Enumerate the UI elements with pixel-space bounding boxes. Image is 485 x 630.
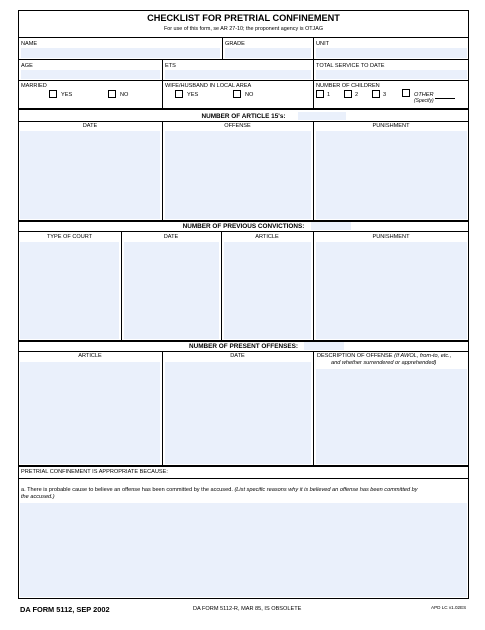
- divider: [162, 121, 163, 220]
- unit-field[interactable]: [316, 48, 467, 58]
- divider: [313, 351, 314, 465]
- divider: [221, 231, 222, 340]
- children-2-label: 2: [355, 92, 359, 98]
- divider: [313, 37, 314, 59]
- divider: [18, 351, 469, 352]
- obsolete-note: DA FORM 5112-R, MAR 85, IS OBSOLETE: [193, 606, 302, 612]
- divider: [18, 37, 469, 38]
- age-field[interactable]: [21, 70, 160, 79]
- present-desc-note-2: and whether surrendered or apprehended): [331, 360, 437, 366]
- married-no-label: NO: [120, 92, 129, 98]
- spouse-yes-label: YES: [187, 92, 199, 98]
- divider: [18, 340, 469, 342]
- version-label: APD LC v1.02ES: [431, 605, 467, 610]
- form-title: CHECKLIST FOR PRETRIAL CONFINEMENT: [147, 13, 340, 23]
- present-desc-header: [317, 353, 451, 360]
- name-label: NAME: [21, 41, 38, 47]
- divider: [18, 231, 469, 232]
- art15-punishment-header: PUNISHMENT: [372, 123, 410, 129]
- service-field[interactable]: [316, 70, 467, 79]
- conv-punishment-field[interactable]: [316, 242, 467, 339]
- art15-count-field[interactable]: [298, 112, 346, 120]
- children-1-label: 1: [327, 92, 331, 98]
- children-1-checkbox[interactable]: [316, 90, 324, 98]
- spouse-no-label: NO: [245, 92, 254, 98]
- appropriate-heading: PRETRIAL CONFINEMENT IS APPROPRIATE BECAUSE:: [21, 469, 168, 475]
- item-a-note: (List specific reasons why it is believed an offense has been committed by: [234, 487, 418, 493]
- form-subtitle: For use of this form, se AR 27-10; the proponent agency is OTJAG: [163, 26, 324, 32]
- art15-heading: NUMBER OF ARTICLE 15's:: [201, 113, 286, 120]
- convictions-count-field[interactable]: [311, 222, 351, 230]
- spouse-label: WIFE/HUSBAND IN LOCAL AREA: [165, 83, 252, 89]
- married-no-checkbox[interactable]: [108, 90, 116, 98]
- item-a-text: [21, 487, 418, 494]
- divider: [18, 465, 469, 467]
- conv-punishment-header: PUNISHMENT: [372, 234, 410, 240]
- present-article-field[interactable]: [20, 362, 160, 464]
- present-count-field[interactable]: [304, 342, 344, 350]
- children-3-checkbox[interactable]: [372, 90, 380, 98]
- age-label: AGE: [21, 63, 33, 69]
- children-2-checkbox[interactable]: [344, 90, 352, 98]
- present-desc-note-1: (If AWOL, from-to, etc.,: [394, 353, 452, 359]
- art15-date-header: DATE: [82, 123, 98, 129]
- married-label: MARRIED: [21, 83, 47, 89]
- conv-article-field[interactable]: [224, 242, 311, 339]
- grade-field[interactable]: [225, 48, 311, 58]
- children-other-label: OTHER: [414, 92, 434, 98]
- married-yes-label: YES: [61, 92, 73, 98]
- divider: [18, 478, 469, 479]
- present-desc-label: DESCRIPTION OF OFFENSE: [317, 353, 393, 359]
- divider: [313, 59, 314, 108]
- name-field[interactable]: [21, 48, 220, 58]
- item-a-note-2: the accused.): [21, 494, 55, 500]
- divider: [162, 59, 163, 108]
- convictions-heading: NUMBER OF PREVIOUS CONVICTIONS:: [182, 223, 305, 230]
- divider: [121, 231, 122, 340]
- other-underline: [435, 98, 455, 99]
- item-a-label: a. There is probable cause to believe an offense has been committed by the accused.: [21, 487, 233, 493]
- divider: [222, 37, 223, 59]
- ets-label: ETS: [165, 63, 176, 69]
- spouse-no-checkbox[interactable]: [233, 90, 241, 98]
- present-article-header: ARTICLE: [78, 353, 102, 359]
- divider: [18, 220, 469, 222]
- art15-date-field[interactable]: [20, 131, 160, 219]
- divider: [162, 351, 163, 465]
- conv-article-header: ARTICLE: [255, 234, 279, 240]
- art15-offense-field[interactable]: [165, 131, 311, 219]
- form-id: DA FORM 5112, SEP 2002: [20, 605, 110, 614]
- art15-offense-header: OFFENSE: [224, 123, 251, 129]
- present-desc-field[interactable]: [316, 369, 467, 464]
- married-yes-checkbox[interactable]: [49, 90, 57, 98]
- conv-court-field[interactable]: [20, 242, 119, 339]
- divider: [313, 121, 314, 220]
- divider: [18, 108, 469, 110]
- divider: [18, 121, 469, 122]
- service-label: TOTAL SERVICE TO DATE: [316, 63, 385, 69]
- children-other-checkbox[interactable]: [402, 89, 410, 97]
- unit-label: UNIT: [316, 41, 330, 47]
- divider: [18, 59, 469, 60]
- present-heading: NUMBER OF PRESENT OFFENSES:: [188, 343, 298, 350]
- spouse-yes-checkbox[interactable]: [175, 90, 183, 98]
- conv-court-header: TYPE OF COURT: [46, 234, 93, 240]
- divider: [313, 231, 314, 340]
- ets-field[interactable]: [165, 70, 311, 79]
- children-3-label: 3: [383, 92, 387, 98]
- art15-punishment-field[interactable]: [316, 131, 467, 219]
- divider: [18, 80, 469, 81]
- present-date-field[interactable]: [165, 362, 311, 464]
- conv-date-header: DATE: [163, 234, 179, 240]
- children-label: NUMBER OF CHILDREN: [316, 83, 380, 89]
- children-specify-label: (Specify): [414, 98, 434, 104]
- grade-label: GRADE: [225, 41, 245, 47]
- conv-date-field[interactable]: [124, 242, 219, 339]
- item-a-field[interactable]: [20, 503, 467, 597]
- present-date-header: DATE: [230, 353, 245, 359]
